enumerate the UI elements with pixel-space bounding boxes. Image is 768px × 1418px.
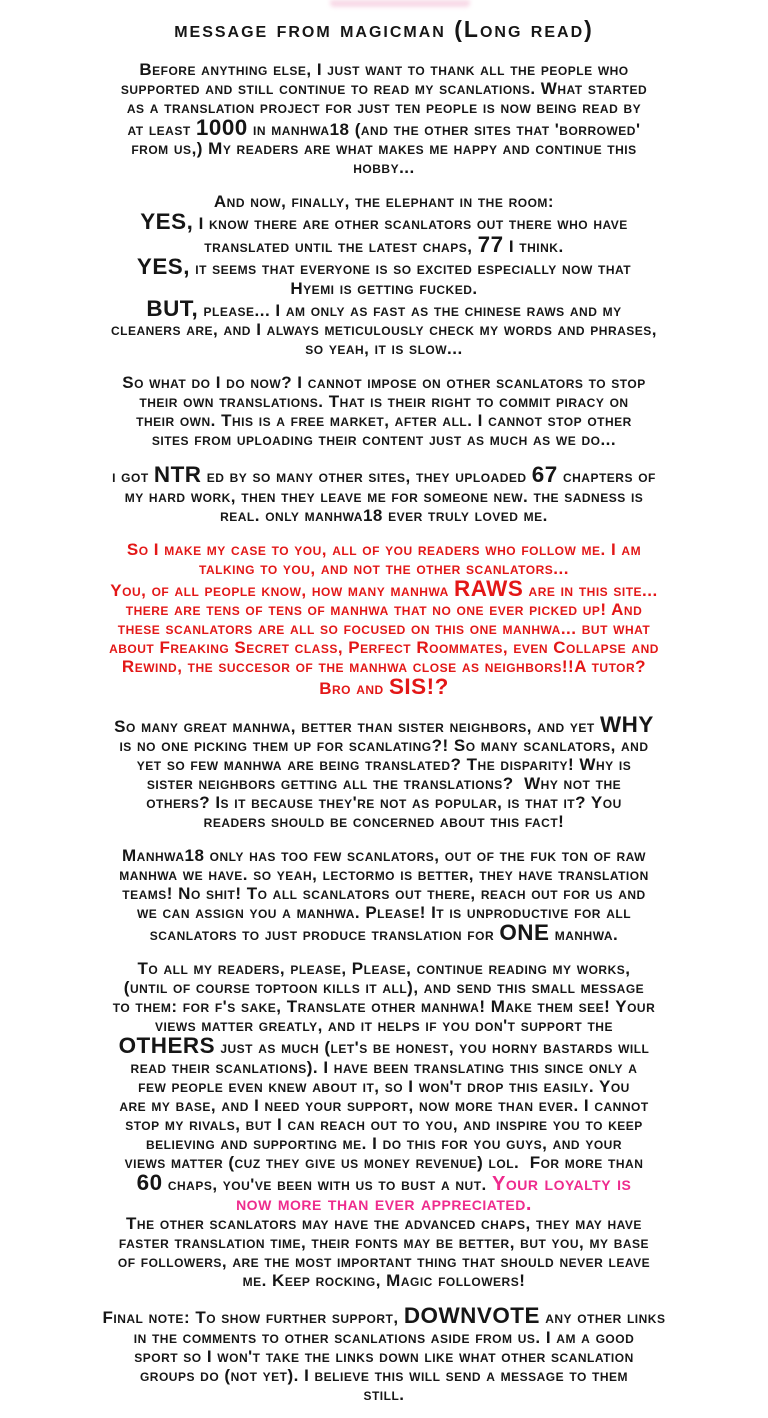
text-line: [0, 1385, 768, 1404]
text-line: [0, 812, 768, 831]
text-segment: SIS!?: [388, 674, 449, 700]
text-line: [0, 919, 768, 945]
text-segment: You, of all people know, how many manhwa: [110, 580, 454, 600]
text-line: [0, 657, 768, 676]
text-line: [0, 959, 768, 978]
text-segment: in the comments to other scanlations aside from us. I am a good: [133, 1327, 635, 1347]
text-line: [0, 1194, 768, 1214]
text-line: [0, 1347, 768, 1366]
text-segment: me. Keep rocking, Magic followers!: [242, 1271, 526, 1291]
text-line: [0, 430, 768, 449]
text-line: [0, 676, 768, 698]
text-line: [0, 1153, 768, 1172]
text-line: [0, 559, 768, 578]
text-segment: believing and supporting me. I do this for you guys, and your: [146, 1133, 622, 1153]
text-line: [0, 211, 768, 233]
text-segment: Bro and: [319, 679, 389, 699]
text-line: [0, 638, 768, 657]
paragraph: [0, 959, 768, 1290]
text-line: [0, 1214, 768, 1233]
text-line: [0, 117, 768, 139]
text-segment: in manhwa18 (and the other sites that 'borrowed': [247, 120, 641, 139]
text-segment: DOWNVOTE: [403, 1303, 540, 1329]
text-segment: as a translation project for just ten people is now being read by: [126, 98, 642, 117]
text-segment: are my base, and I need your support, now more than ever. I cannot: [119, 1095, 649, 1115]
text-segment: views matter (cuz they give us money revenue) lol. For more than: [124, 1152, 644, 1172]
paragraph: [0, 846, 768, 944]
text-segment: To all my readers, please, Please, continue reading my works,: [137, 959, 631, 979]
text-line: [0, 619, 768, 638]
text-segment: is no one picking them up for scanlating?! So many scanlators, and: [119, 735, 649, 755]
paragraph: [0, 540, 768, 699]
text-line: [0, 1096, 768, 1115]
message-body: [0, 60, 768, 1404]
text-segment: Final note: To show further support,: [102, 1308, 404, 1328]
text-line: [0, 411, 768, 430]
text-segment: please... I am only as fast as the chinese raws and my: [198, 300, 622, 320]
paragraph: [0, 1305, 768, 1403]
text-segment: these scanlators are all so focused on this one manhwa... but what: [117, 619, 651, 639]
text-segment: (until of course toptoon kills it all), and send this small message: [123, 978, 645, 998]
text-line: [0, 231, 768, 257]
text-line: [0, 256, 768, 278]
text-segment: Before anything else, I just want to thank all the people who: [139, 60, 629, 79]
paragraph: [0, 373, 768, 449]
text-segment: So I make my case to you, all of you readers who follow me. I am: [126, 539, 642, 559]
text-segment: my hard work, then they leave me for someone new. the sadness is: [124, 486, 644, 506]
text-segment: just as much (let's be honest, you horny bastards will: [215, 1038, 650, 1058]
text-line: [0, 1058, 768, 1077]
text-line: [0, 279, 768, 298]
text-line: [0, 392, 768, 411]
text-line: [0, 1328, 768, 1347]
text-line: [0, 192, 768, 211]
text-segment: few people even knew about it, so I won't drop this easily. You: [138, 1076, 630, 1096]
text-segment: 77: [477, 231, 504, 257]
text-segment: BUT,: [146, 295, 199, 321]
text-segment: scanlators to just produce translation for: [149, 924, 500, 944]
text-line: [0, 1134, 768, 1153]
text-segment: groups do (not yet). I believe this will send a message to them: [139, 1365, 629, 1385]
text-segment: are in this site...: [523, 580, 658, 600]
text-line: [0, 79, 768, 98]
text-segment: of followers, are the most important thing that should never leave: [117, 1252, 651, 1272]
text-line: [0, 1169, 768, 1195]
text-segment: their own translations. That is their right to commit piracy on: [139, 392, 629, 412]
text-segment: i got: [112, 467, 154, 487]
text-segment: YES,: [136, 254, 191, 280]
text-segment: I know there are other scanlators out there who have: [193, 214, 628, 234]
text-segment: so yeah, it is slow...: [305, 339, 463, 359]
text-segment: Hyemi is getting fucked.: [290, 278, 478, 298]
text-line: [0, 884, 768, 903]
text-segment: ed by so many other sites, they uploaded: [201, 467, 532, 487]
text-segment: teams! No shit! To all scanlators out there, reach out for us and: [122, 883, 646, 903]
text-line: [0, 736, 768, 755]
text-segment: we can assign you a manhwa. Please! It is unproductive for all: [136, 902, 632, 922]
text-segment: it seems that everyone is so excited especially now that: [190, 259, 632, 279]
text-segment: about Freaking Secret class, Perfect Roommates, even Collapse and: [109, 638, 659, 658]
text-line: [0, 60, 768, 79]
text-line: [0, 487, 768, 506]
text-segment: stop my rivals, but I can reach out to you, and inspire you to keep: [125, 1114, 643, 1134]
text-segment: 1000: [195, 115, 248, 140]
text-segment: yet so few manhwa are being translated? The disparity! Why is: [136, 754, 632, 774]
text-segment: cleaners are, and I always meticulously check my words and phrases,: [110, 320, 658, 340]
text-segment: read their scanlations). I have been translating this since only a: [130, 1057, 638, 1077]
text-line: [0, 1366, 768, 1385]
text-line: [0, 295, 768, 321]
paragraph: [0, 60, 768, 177]
text-segment: from us,) My readers are what makes me happy and continue this: [131, 139, 637, 159]
text-segment: talking to you, and not the other scanlators...: [199, 558, 569, 578]
text-segment: NTR: [153, 462, 202, 488]
text-segment: OTHERS: [118, 1033, 216, 1059]
text-segment: WHY: [599, 711, 654, 737]
text-segment: manhwa.: [549, 924, 619, 944]
text-line: [0, 339, 768, 358]
text-segment: at least: [127, 120, 196, 139]
text-segment: there are tens of tens of manhwa that no one ever picked up! And: [125, 600, 643, 620]
text-line: [0, 978, 768, 997]
text-line: [0, 774, 768, 793]
text-segment: I think.: [503, 236, 564, 256]
text-segment: still.: [363, 1384, 405, 1404]
text-line: [0, 865, 768, 884]
text-segment: ONE: [499, 919, 550, 945]
text-line: [0, 793, 768, 812]
text-line: [0, 755, 768, 774]
text-line: [0, 464, 768, 486]
text-segment: others? Is it because they're not as popular, is that it? You: [146, 792, 622, 812]
text-segment: YES,: [140, 209, 194, 235]
text-segment: hobby...: [353, 158, 415, 178]
text-segment: 60: [136, 1169, 163, 1195]
text-segment: faster translation time, their fonts may be better, but you, my base: [118, 1233, 650, 1253]
paragraph: [0, 711, 768, 831]
text-segment: sites from uploading their content just as much as we do...: [151, 430, 617, 450]
text-line: [0, 1035, 768, 1057]
text-segment: supported and still continue to read my scanlations. What started: [120, 79, 648, 98]
text-segment: RAWS: [454, 575, 524, 601]
text-segment: chapters of: [557, 467, 656, 487]
text-segment: And now, finally, the elephant in the room:: [213, 192, 555, 212]
text-segment: to them: for f's sake, Translate other manhwa! Make them see! Your: [112, 997, 656, 1017]
text-segment: Manhwa18 only has too few scanlators, out of the fuk ton of raw: [122, 845, 646, 865]
text-line: [0, 903, 768, 922]
text-line: [0, 320, 768, 339]
text-segment: sister neighbors getting all the translations? Why not the: [146, 773, 622, 793]
text-line: [0, 139, 768, 158]
text-line: [0, 575, 768, 601]
text-line: [0, 158, 768, 177]
text-line: [0, 98, 768, 117]
text-segment: 67: [531, 462, 558, 488]
text-line: [0, 1305, 768, 1327]
text-segment: sport so I won't take the links down like what other scanlation: [134, 1346, 634, 1366]
text-line: [0, 1271, 768, 1290]
text-segment: their own. This is a free market, after all. I cannot stop other: [136, 411, 632, 431]
text-segment: any other links: [539, 1308, 666, 1328]
paragraph: [0, 192, 768, 358]
text-segment: now more than ever appreciated.: [236, 1193, 532, 1216]
text-line: [0, 506, 768, 525]
text-segment: chaps, you've been with us to bust a nut.: [162, 1174, 492, 1194]
text-line: [0, 711, 768, 737]
text-line: [0, 997, 768, 1016]
text-segment: translated until the latest chaps,: [204, 236, 478, 256]
text-line: [0, 1233, 768, 1252]
text-segment: Your loyalty is: [491, 1172, 632, 1195]
text-line: [0, 1077, 768, 1096]
text-segment: real. only manhwa18 ever truly loved me.: [220, 505, 548, 525]
text-line: [0, 540, 768, 559]
text-segment: views matter greatly, and it helps if you don't support the: [155, 1016, 613, 1036]
text-line: [0, 1115, 768, 1134]
text-segment: manhwa we have. so yeah, lectormo is better, they have translation: [119, 864, 649, 884]
text-segment: Rewind, the succesor of the manhwa close as neighbors!!A tutor?: [121, 657, 647, 677]
top-pink-artifact: [330, 0, 470, 7]
paragraph: [0, 464, 768, 524]
text-line: [0, 1016, 768, 1035]
page-title: message from magicman (Long read): [174, 16, 594, 42]
text-line: [0, 373, 768, 392]
text-line: [0, 1252, 768, 1271]
text-segment: So many great manhwa, better than sister neighbors, and yet: [114, 716, 600, 736]
text-segment: So what do I do now? I cannot impose on other scanlators to stop: [122, 373, 646, 393]
text-line: [0, 846, 768, 865]
text-segment: The other scanlators may have the advanced chaps, they may have: [126, 1214, 642, 1234]
text-segment: readers should be concerned about this fact!: [203, 811, 565, 831]
text-line: [0, 600, 768, 619]
